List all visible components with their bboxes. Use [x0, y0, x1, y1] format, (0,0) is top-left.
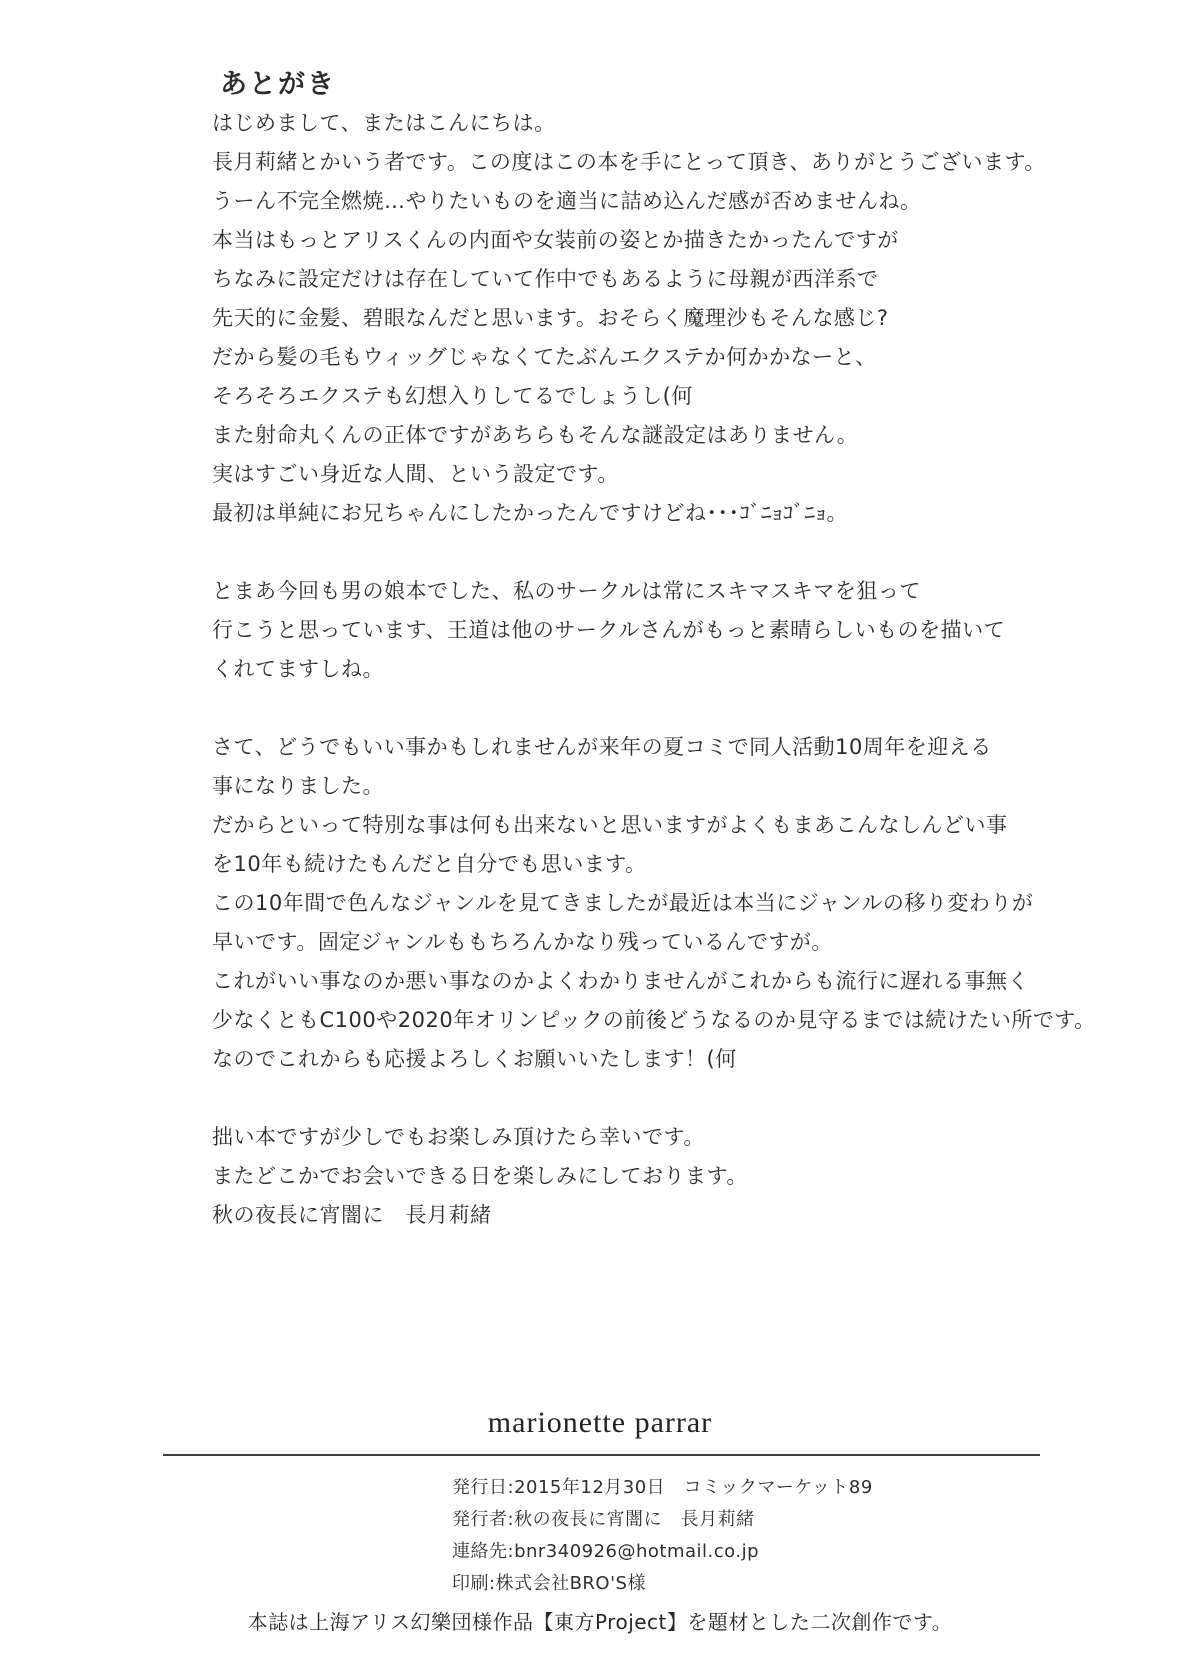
text-line: 少なくともC100や2020年オリンピックの前後どうなるのか見守るまでは続けたい所です。 — [212, 1008, 1096, 1032]
text-line: 長月莉緒とかいう者です。この度はこの本を手にとって頂き、ありがとうございます。 — [212, 150, 1046, 174]
paragraph — [212, 728, 1096, 1079]
paragraph — [212, 1118, 1072, 1235]
text-line: そろそろエクステも幻想入りしてるでしょうし(何 — [212, 384, 693, 408]
text-line: これがいい事なのか悪い事なのかよくわかりませんがこれからも流行に遅れる事無く — [212, 969, 1029, 993]
text-line: さて、どうでもいい事かもしれませんが来年の夏コミで同人活動10周年を迎える — [212, 735, 992, 759]
paragraph — [212, 104, 1072, 533]
footer-divider — [163, 1454, 1040, 1456]
text-line: だから髪の毛もウィッグじゃなくてたぶんエクステか何かかなーと、 — [212, 345, 877, 369]
colophon-line: 印刷:株式会社BRO'S様 — [452, 1573, 646, 1594]
text-line: 最初は単純にお兄ちゃんにしたかったんですけどね･･･ｺﾞﾆｮｺﾞﾆｮ。 — [212, 501, 848, 525]
colophon-line: 連絡先:bnr340926@hotmail.co.jp — [452, 1541, 760, 1562]
text-line: うーん不完全燃焼…やりたいものを適当に詰め込んだ感が否めませんね。 — [212, 189, 922, 213]
text-line: 行こうと思っています、王道は他のサークルさんがもっと素晴らしいものを描いて — [212, 618, 1006, 642]
text-line: 先天的に金髪、碧眼なんだと思います。おそらく魔理沙もそんな感じ? — [212, 306, 889, 330]
text-line: 早いです。固定ジャンルももちろんかなり残っているんですが。 — [212, 930, 833, 954]
text-line: とまあ今回も男の娘本でした、私のサークルは常にスキマスキマを狙って — [212, 579, 921, 603]
text-line: またどこかでお会いできる日を楽しみにしております。 — [212, 1164, 748, 1188]
text-line: この10年間で色んなジャンルを見てきましたが最近は本当にジャンルの移り変わりが — [212, 891, 1034, 915]
colophon-line: 発行者:秋の夜長に宵闇に 長月莉緒 — [452, 1509, 755, 1530]
colophon-line: 発行日:2015年12月30日 コミックマーケット89 — [452, 1477, 873, 1498]
text-line: 秋の夜長に宵闇に 長月莉緒 — [212, 1203, 492, 1227]
text-line: 事になりました。 — [212, 774, 384, 798]
circle-name: marionette parrar — [487, 1406, 713, 1439]
text-line: 実はすごい身近な人間、という設定です。 — [212, 462, 619, 486]
text-line: ちなみに設定だけは存在していて作中でもあるように母親が西洋系で — [212, 267, 879, 291]
text-line: 本当はもっとアリスくんの内面や女装前の姿とか描きたかったんですが — [212, 228, 899, 252]
paragraph — [212, 572, 1072, 689]
disclaimer-note: 本誌は上海アリス幻樂団様作品【東方Project】を題材とした二次創作です。 — [247, 1610, 953, 1634]
text-line: くれてますしね。 — [212, 657, 384, 681]
body-text — [212, 104, 1096, 1274]
text-line: 拙い本ですが少しでもお楽しみ頂けたら幸いです。 — [212, 1125, 705, 1149]
colophon — [452, 1472, 873, 1600]
text-line: また射命丸くんの正体ですがあちらもそんな謎設定はありません。 — [212, 423, 859, 447]
text-line: はじめまして、またはこんにちは。 — [212, 111, 556, 135]
text-line: なのでこれからも応援よろしくお願いいたします！(何 — [212, 1047, 737, 1071]
text-line: だからといって特別な事は何も出来ないと思いますがよくもまあこんなしんどい事 — [212, 813, 1008, 837]
text-line: を10年も続けたもんだと自分でも思います。 — [212, 852, 647, 876]
page-title: あとがき — [220, 69, 336, 101]
